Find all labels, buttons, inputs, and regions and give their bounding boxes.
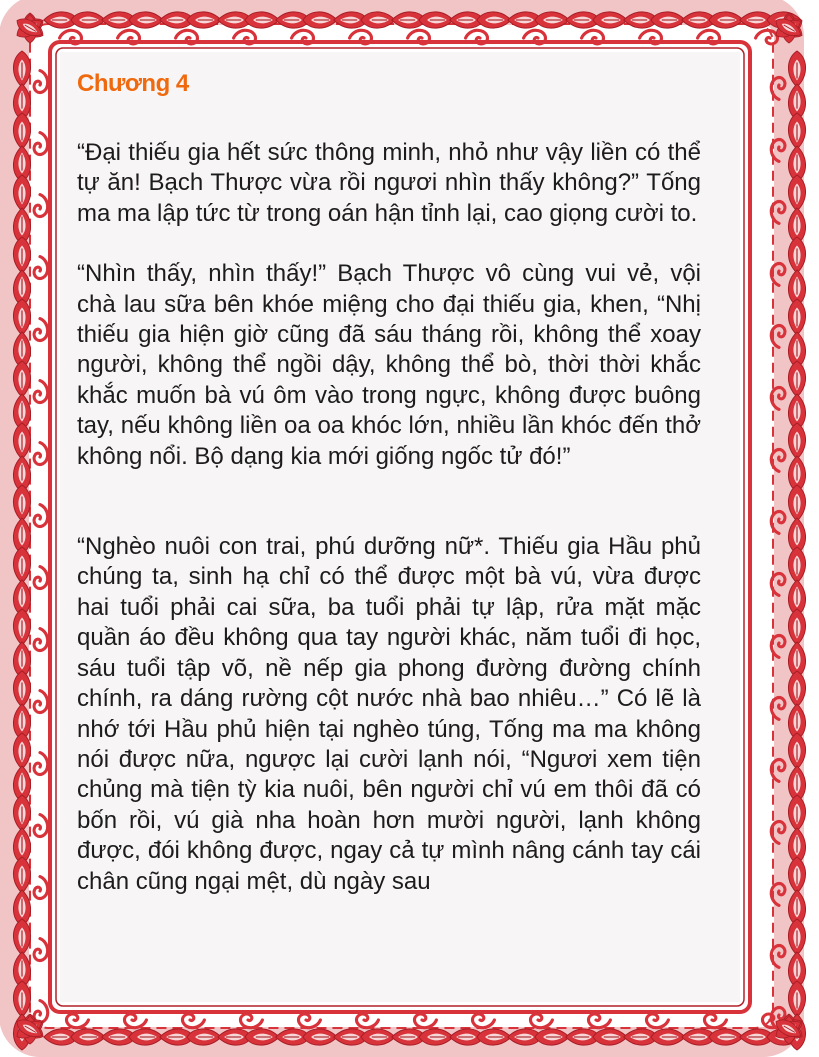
scroll-curl-ornament (34, 505, 48, 527)
scroll-curl-ornament (183, 1014, 205, 1028)
scroll-curl-ornament (357, 1014, 379, 1028)
scroll-curl-ornament (34, 815, 48, 837)
scroll-curl-ornament (34, 443, 48, 465)
scroll-curl-ornament (705, 1014, 727, 1028)
scroll-curl-ornament (34, 629, 48, 651)
scroll-curl-ornament (34, 567, 48, 589)
scroll-curl-ornament (589, 1014, 611, 1028)
chapter-title: Chương 4 (77, 70, 189, 97)
scroll-curl-ornament (299, 1014, 321, 1028)
scroll-curl-ornament (34, 753, 48, 775)
scroll-curl-ornament (34, 195, 48, 217)
scroll-curl-ornament (531, 1014, 553, 1028)
scroll-curl-ornament (67, 1014, 89, 1028)
scroll-curl-ornament (34, 1001, 48, 1023)
scroll-curl-ornament (34, 939, 48, 961)
document-body (77, 68, 701, 897)
paragraph-3: “Nghèo nuôi con trai, phú dưỡng nữ*. Thiếu gia Hầu phủ chúng ta, sinh hạ chỉ có thể được một bà vú, vừa được hai tuổi phải cai sữa, ba tuổi phải tự lập, rửa mặt mặc quần áo đều không qua tay người khác, năm tuổi đi học, sáu tuổi tập võ, nề nếp gia phong đường đường chính chính, ra dáng rường cột nước nhà bao nhiêu…” Có lẽ là nhớ tới Hầu phủ hiện tại nghèo túng, Tống ma ma không nói được nữa, ngược lại cười lạnh nói, “Ngươi xem tiện chủng mà tiện tỳ kia nuôi, bên người chỉ vú em thôi đã có bốn rồi, vú già nha hoàn hơn mười người, lạnh không được, đói không được, ngay cả tự mình nâng cánh tay cái chân cũng ngại mệt, dù ngày sau (77, 533, 701, 895)
scroll-curl-ornament (34, 319, 48, 341)
scroll-curl-ornament (34, 71, 48, 93)
scroll-curl-ornament (125, 1014, 147, 1028)
scroll-curl-ornament (473, 1014, 495, 1028)
paragraph-2: “Nhìn thấy, nhìn thấy!” Bạch Thược vô cùng vui vẻ, vội chà lau sữa bên khóe miệng cho đại thiếu gia, khen, “Nhị thiếu gia hiện giờ cũng đã sáu tháng rồi, không thể xoay người, không thể ngồi dậy, không thể bò, thời thời khắc khắc muốn bà vú ôm vào trong ngực, không được buông tay, nếu không liền oa oa khóc lớn, nhiều lần khóc đến thở không nổi. Bộ dạng kia mới giống ngốc tử đó!” (77, 260, 701, 470)
scroll-curl-ornament (34, 257, 48, 279)
scroll-curl-ornament (647, 1014, 669, 1028)
scroll-curl-ornament (34, 691, 48, 713)
scroll-curl-ornament (241, 1014, 263, 1028)
scroll-curl-ornament (34, 381, 48, 403)
paragraph-1: “Đại thiếu gia hết sức thông minh, nhỏ như vậy liền có thể tự ăn! Bạch Thược vừa rồi ngươi nhìn thấy không?” Tống ma ma lập tức từ trong oán hận tỉnh lại, cao giọng cười to. (77, 139, 701, 227)
scroll-curl-ornament (415, 1014, 437, 1028)
scroll-curl-ornament (34, 133, 48, 155)
scroll-curl-ornament (34, 877, 48, 899)
